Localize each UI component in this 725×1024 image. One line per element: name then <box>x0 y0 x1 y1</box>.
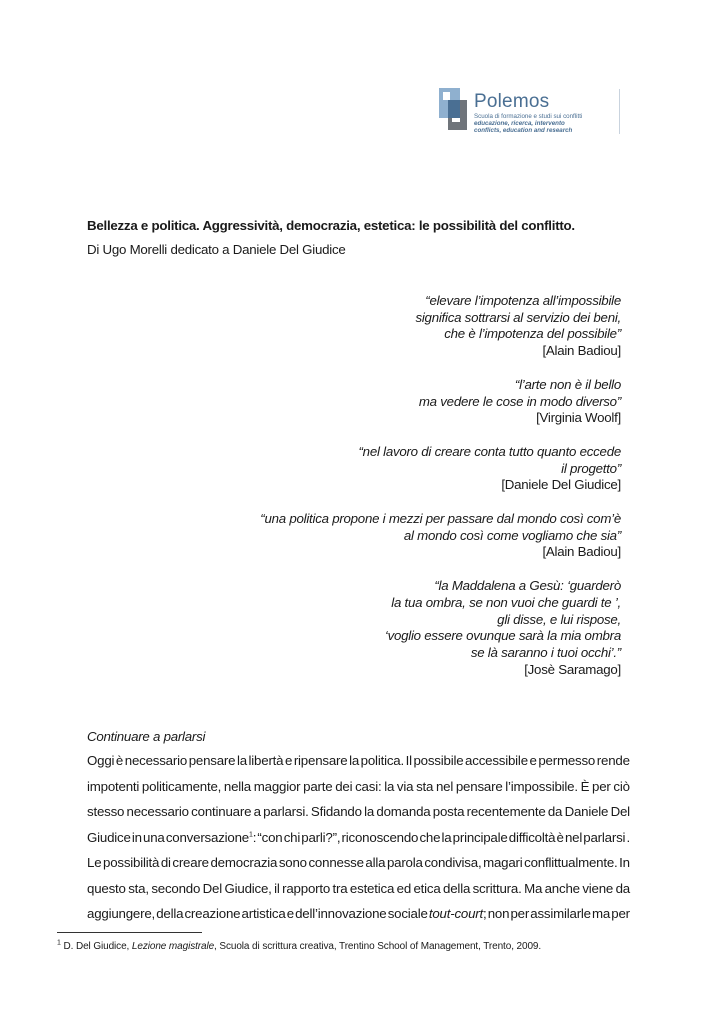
italic-term: tout-court <box>428 906 484 921</box>
body-word: etica <box>413 880 441 896</box>
body-word: ed <box>396 880 412 896</box>
section-heading: Continuare a parlarsi <box>87 729 206 744</box>
body-word: la <box>349 753 360 768</box>
body-word: posta <box>432 804 465 819</box>
body-word: è <box>556 829 564 845</box>
body-word: sta <box>416 778 434 794</box>
body-line <box>87 829 630 855</box>
body-word: in <box>131 829 142 845</box>
body-word: della <box>443 880 471 896</box>
quote-woolf <box>260 377 621 427</box>
body-word: scrittura. <box>472 880 522 896</box>
body-word: necessario <box>124 753 188 768</box>
body-word: per <box>592 778 611 794</box>
body-word: creare <box>172 855 209 870</box>
quote-line: gli disse, e lui rispose, <box>497 611 621 627</box>
body-word: della <box>156 906 184 921</box>
body-line <box>87 778 630 804</box>
body-word: ciò <box>613 778 630 794</box>
body-word: ripensare <box>293 753 348 768</box>
body-word: è <box>115 753 124 768</box>
body-word: Del <box>610 804 630 819</box>
body-word: domanda <box>376 804 431 819</box>
body-word: casi: <box>355 778 382 794</box>
body-word: rapporto <box>282 880 331 896</box>
body-word: tout-court; <box>428 906 487 921</box>
body-word: assimilarle <box>530 906 591 921</box>
quote-line: che è l’impotenza del possibile” <box>444 326 621 342</box>
body-word: sociale <box>387 906 428 921</box>
quote-line: la tua ombra, se non vuoi che guardi te ’, <box>391 594 621 610</box>
body-word: e <box>285 753 293 768</box>
body-word: pensare <box>188 753 236 768</box>
body-word: necessario <box>126 804 189 819</box>
body-word: una <box>143 829 165 845</box>
quote-author: [Virginia Woolf] <box>536 410 621 426</box>
body-word: parlarsi <box>583 829 626 845</box>
body-word: parlarsi. <box>263 804 309 819</box>
body-word: la <box>364 804 375 819</box>
body-word: libertà <box>248 753 284 768</box>
quote-badiou-1 <box>260 293 621 360</box>
footnote <box>57 941 541 952</box>
body-word: sono <box>278 855 307 870</box>
quote-del-giudice <box>260 444 621 494</box>
body-word: condivisa, <box>424 855 482 870</box>
body-word: conflittualmente. <box>524 855 618 870</box>
body-word: “con <box>257 829 283 845</box>
footnote-divider <box>57 932 202 933</box>
body-word: la <box>384 778 395 794</box>
body-word: parli?”, <box>301 829 341 845</box>
footnote-rest: , Scuola di scrittura creativa, Trentino School of Management, Trento, 2009. <box>214 941 542 952</box>
quote-line: al mondo così come vogliamo che sia” <box>403 527 621 543</box>
body-word: artistica <box>241 906 286 921</box>
document-title: Bellezza e politica. Aggressività, democrazia, estetica: le possibilità del conflitto. <box>87 218 575 233</box>
body-word: connesse <box>308 855 364 870</box>
body-word: maggior <box>253 778 301 794</box>
body-word: sta, <box>128 880 149 896</box>
body-word: possibile <box>413 753 464 768</box>
body-word: per <box>510 906 530 921</box>
footnote-title: Lezione magistrale <box>131 941 215 952</box>
body-line <box>87 854 630 880</box>
body-paragraph <box>87 752 630 931</box>
body-word: possibilità <box>103 855 160 870</box>
body-word: stesso <box>87 804 125 819</box>
body-word: tra <box>332 880 348 896</box>
body-line <box>87 752 630 778</box>
body-word: viene <box>582 880 614 896</box>
body-word: Il <box>405 753 412 768</box>
body-word: impotenti <box>87 778 140 794</box>
body-word: È <box>580 778 590 794</box>
quote-line: “nel lavoro di creare conta tutto quanto eccede <box>358 443 621 459</box>
body-word: la <box>236 753 247 768</box>
body-word: per <box>611 906 630 921</box>
body-word: dei <box>335 778 353 794</box>
body-word: a <box>253 804 261 819</box>
body-word: Del <box>202 880 223 896</box>
body-word: democrazia <box>210 855 278 870</box>
body-word: rende <box>596 753 630 768</box>
body-word: parola <box>386 855 423 870</box>
quote-author: [Josè Saramago] <box>524 661 621 677</box>
body-word: politica. <box>360 753 404 768</box>
quote-author: [Alain Badiou] <box>542 544 621 560</box>
body-word: non <box>487 906 510 921</box>
body-word: parte <box>303 778 333 794</box>
body-word: Daniele <box>564 804 609 819</box>
body-word: chi <box>283 829 301 845</box>
body-word: ma <box>592 906 611 921</box>
body-word: Sfidando <box>310 804 362 819</box>
body-word: via <box>396 778 414 794</box>
body-word: politicamente, <box>141 778 222 794</box>
body-word: nella <box>223 778 251 794</box>
body-word: Le <box>87 855 102 870</box>
document-byline: Di Ugo Morelli dedicato a Daniele Del Giudice <box>87 242 346 257</box>
body-line <box>87 905 630 931</box>
body-word: secondo <box>151 880 201 896</box>
body-word: da <box>615 880 630 896</box>
body-word: creazione <box>184 906 241 921</box>
body-word: alla <box>365 855 386 870</box>
body-word: recentemente <box>466 804 546 819</box>
body-word: questo <box>87 880 126 896</box>
body-word: Oggi <box>87 753 115 768</box>
body-word: Giudice <box>87 829 131 845</box>
body-word: e <box>286 906 294 921</box>
body-word: nel <box>435 778 454 794</box>
quote-line: se là saranno i tuoi occhi’.” <box>470 644 621 660</box>
body-word: Ma <box>524 880 543 896</box>
body-word: continuare <box>191 804 252 819</box>
logo-tagline: Scuola di formazione e studi sui conflitti <box>474 113 583 120</box>
body-word: . <box>626 829 630 845</box>
footnote-mark: 1 <box>57 939 61 947</box>
polemos-logo <box>439 88 624 134</box>
logo-tagline-en: conflicts, education and research <box>474 127 573 134</box>
quote-badiou-2 <box>260 511 621 561</box>
body-word: nel <box>564 829 583 845</box>
body-word: estetica <box>349 880 395 896</box>
body-line <box>87 880 630 906</box>
epigraph-quotes <box>260 293 621 695</box>
body-word: anche <box>544 880 580 896</box>
polemos-logo-icon <box>439 88 467 130</box>
footnote-ref: 1 <box>249 831 253 839</box>
quote-author: [Daniele Del Giudice] <box>501 477 621 493</box>
quote-line: significa sottrarsi al servizio dei beni, <box>415 309 621 325</box>
body-word: il <box>274 880 280 896</box>
body-word: difficoltà <box>508 829 556 845</box>
body-word: pensare <box>455 778 503 794</box>
body-word: e <box>529 753 537 768</box>
body-word: da <box>547 804 563 819</box>
body-word: l’impossibile. <box>505 778 578 794</box>
body-word: di <box>160 855 171 870</box>
body-word: Giudice, <box>224 880 272 896</box>
body-word: aggiungere, <box>87 906 156 921</box>
body-word: magari <box>483 855 523 870</box>
body-word: la <box>441 829 452 845</box>
quote-line: “l’arte non è il bello <box>514 376 621 392</box>
quote-line: ‘voglio essere ovunque sarà la mia ombra <box>384 628 621 644</box>
quote-line: “la Maddalena a Gesù: ‘guarderò <box>434 578 621 594</box>
quote-line: “elevare l’impotenza all’impossibile <box>425 293 621 308</box>
quote-line: ma vedere le cose in modo diverso” <box>418 393 621 409</box>
body-word: permesso <box>538 753 596 768</box>
quote-line: il progetto” <box>561 460 621 476</box>
body-word: conversazione$^1$: <box>165 829 257 845</box>
logo-divider <box>619 89 620 134</box>
body-line <box>87 803 630 829</box>
logo-name: Polemos <box>474 91 550 112</box>
quote-author: [Alain Badiou] <box>542 343 621 359</box>
quote-line: “una politica propone i mezzi per passare dal mondo così com’è <box>260 511 621 527</box>
body-word: dell’innovazione <box>295 906 387 921</box>
body-word: riconoscendo <box>341 829 419 845</box>
quote-saramago <box>260 578 621 678</box>
body-word: principale <box>452 829 508 845</box>
body-word: che <box>419 829 441 845</box>
body-word: In <box>619 855 630 870</box>
footnote-text: D. Del Giudice, <box>60 941 132 952</box>
logo-tagline-it: educazione, ricerca, intervento <box>474 120 565 127</box>
body-word: accessibile <box>465 753 528 768</box>
